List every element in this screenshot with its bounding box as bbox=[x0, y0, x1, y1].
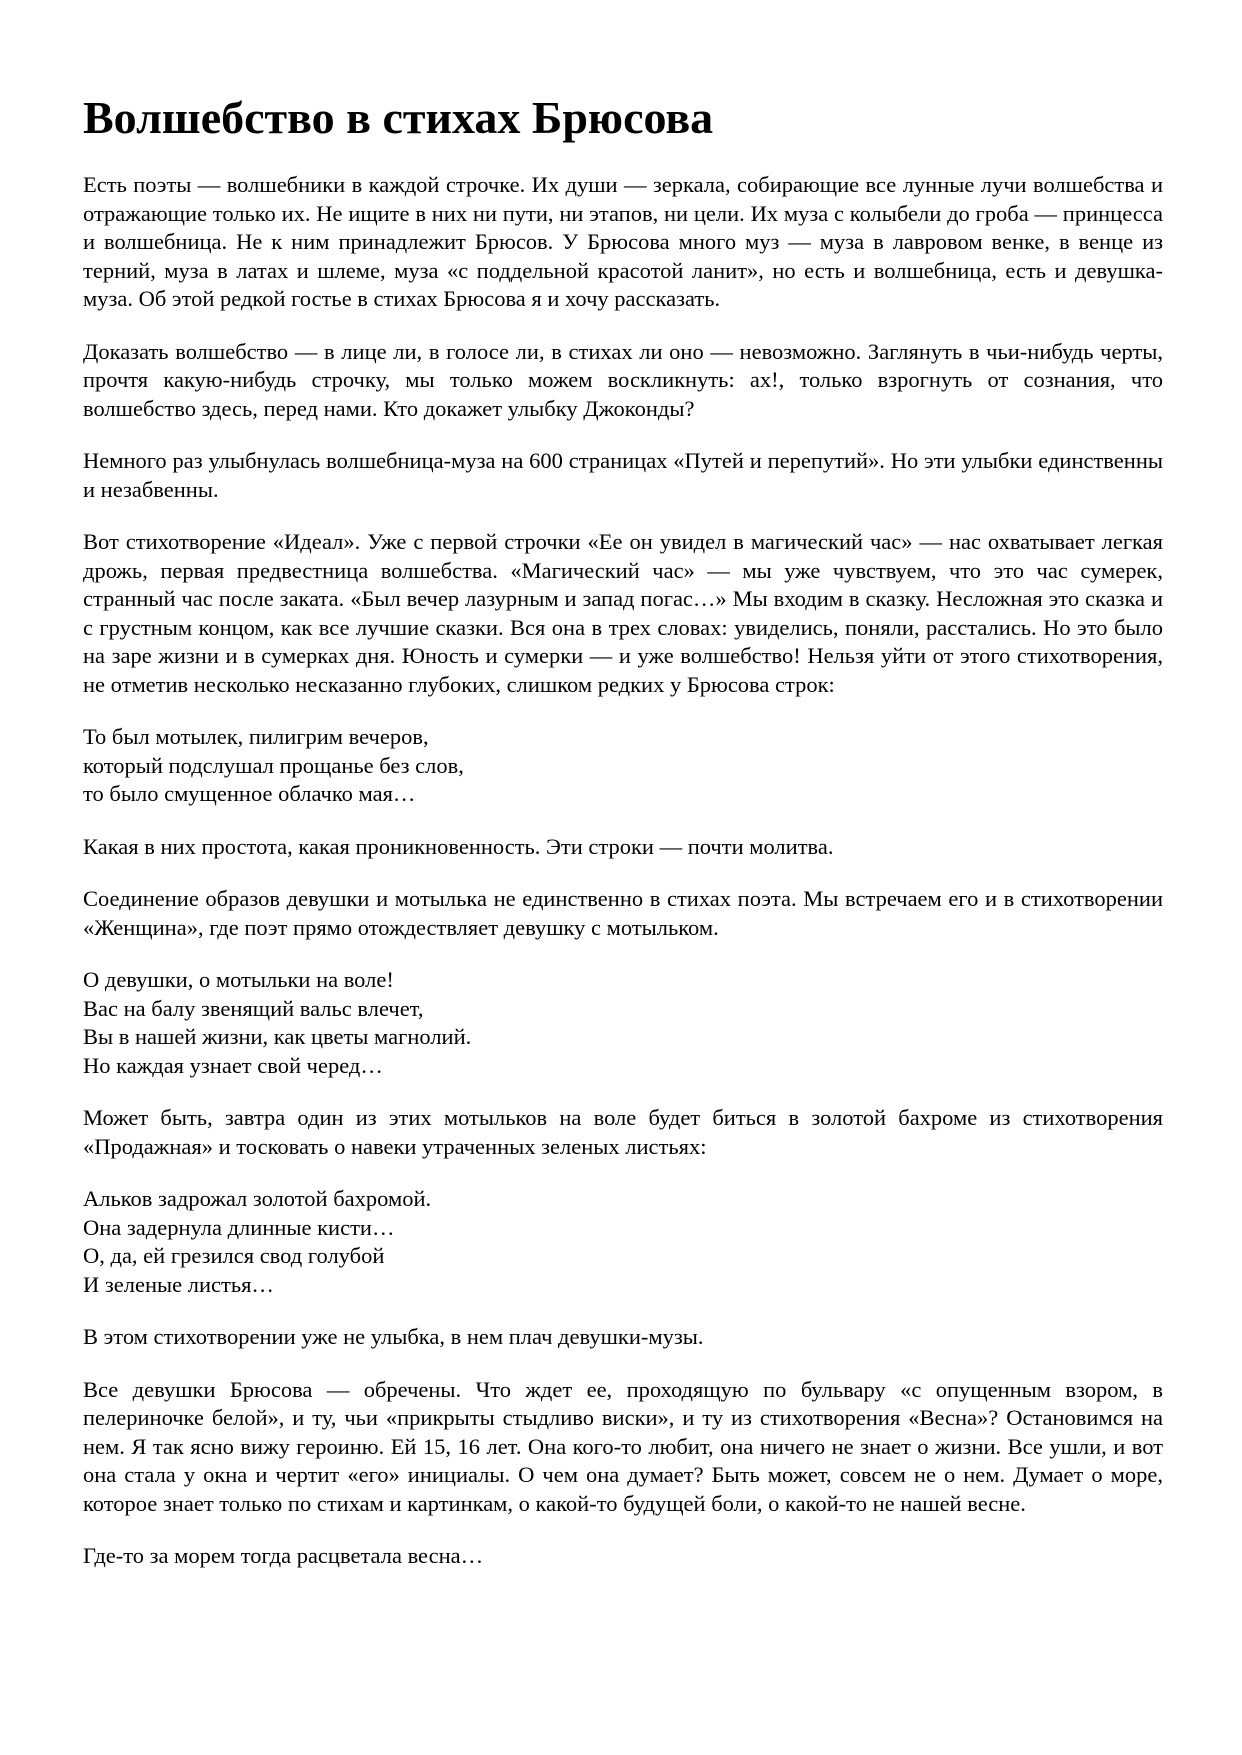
poem-line: И зеленые листья… bbox=[83, 1271, 274, 1297]
paragraph-spring: Где-то за морем тогда расцветала весна… bbox=[83, 1543, 484, 1568]
poem-line: Она задернула длинные кисти… bbox=[83, 1214, 395, 1240]
poem-line: О, да, ей грезился свод голубой bbox=[83, 1243, 385, 1268]
paragraph-doomed: Все девушки Брюсова — обречены. Что ждет ее, проходящую по бульвару «с опущенным взором, в пелериночке белой», и ту, чьи «прикрыты стыдливо виски», и ту из стихотворения «Весна»? Остановимся на нем. Я так ясно вижу героиню. Ей 15, 16 лет. Она кого-то любит, она ничего не знает о жизни. Все ушли, и вот она стала у окна и чертит «его» инициалы. О чем она думает? Быть может, совсем не о нем. Думает о море, которое знает только по стихам и картинкам, о какой-то будущей боли, о какой-то не нашей весне. bbox=[83, 1376, 1163, 1516]
paragraph-smiles: Немного раз улыбнулась волшебница-муза на 600 страницах «Путей и перепутий». Но эти улыбки единственны и незабвенны. bbox=[83, 448, 1163, 502]
poem-quote-venal bbox=[83, 1185, 1163, 1299]
poem-line: То был мотылек, пилигрим вечеров, bbox=[83, 724, 429, 749]
poem-line: Альков задрожал золотой бахромой. bbox=[83, 1186, 432, 1211]
page-title: Волшебство в стихах Брюсова bbox=[83, 92, 714, 143]
poem-line: то было смущенное облачко мая… bbox=[83, 781, 416, 806]
poem-quote-woman bbox=[83, 966, 1163, 1080]
poem-line: О девушки, о мотыльки на воле! bbox=[83, 967, 394, 992]
paragraph-weeping: В этом стихотворении уже не улыбка, в нем плач девушки-музы. bbox=[83, 1324, 704, 1349]
poem-quote-ideal bbox=[83, 723, 1163, 809]
paragraph-proof: Доказать волшебство — в лице ли, в голосе ли, в стихах ли оно — невозможно. Заглянуть в чьи-нибудь черты, прочтя какую-нибудь строчку, мы только можем воскликнуть: ах!, только взрогнуть от сознания, что волшебство здесь, перед нами. Кто докажет улыбку Джоконды? bbox=[83, 338, 1163, 421]
poem-line: Вы в нашей жизни, как цветы магнолий. bbox=[83, 1024, 472, 1049]
poem-line: Вас на балу звенящий вальс влечет, bbox=[83, 995, 424, 1021]
paragraph-prayer: Какая в них простота, какая проникновенность. Эти строки — почти молитва. bbox=[83, 833, 834, 859]
poem-line: который подслушал прощанье без слов, bbox=[83, 752, 464, 778]
paragraph-butterfly: Соединение образов девушки и мотылька не единственно в стихах поэта. Мы встречаем его и в стихотворении «Женщина», где поэт прямо отождествляет девушку с мотыльком. bbox=[83, 886, 1163, 940]
paragraph-venal: Может быть, завтра один из этих мотыльков на воле будет биться в золотой бахроме из стихотворения «Продажная» и тосковать о навеки утраченных зеленых листьях: bbox=[83, 1105, 1163, 1159]
poem-line: Но каждая узнает свой черед… bbox=[83, 1052, 383, 1078]
paragraph-ideal: Вот стихотворение «Идеал». Уже с первой строчки «Ее он увидел в магический час» — нас охватывает легкая дрожь, первая предвестница волшебства. «Магический час» — мы уже чувствуем, что это час сумерек, странный час после заката. «Был вечер лазурным и запад погас…» Мы входим в сказку. Несложная это сказка и с грустным концом, как все лучшие сказки. Вся она в трех словах: увиделись, поняли, расстались. Но это было на заре жизни и в сумерках дня. Юность и сумерки — и уже волшебство! Нельзя уйти от этого стихотворения, не отметив несколько несказанно глубоких, слишком редких у Брюсова строк: bbox=[83, 529, 1163, 697]
document-page bbox=[83, 90, 1163, 1595]
paragraph-intro: Есть поэты — волшебники в каждой строчке. Их души — зеркала, собирающие все лунные лучи волшебства и отражающие только их. Не ищите в них ни пути, ни этапов, ни цели. Их муза с колыбели до гроба — принцесса и волшебница. Не к ним принадлежит Брюсов. У Брюсова много муз — муза в лавровом венке, в венце из терний, муза в латах и шлеме, муза «с поддельной красотой ланит», но есть и волшебница, есть и девушка-муза. Об этой редкой гостье в стихах Брюсова я и хочу рассказать. bbox=[83, 172, 1163, 311]
